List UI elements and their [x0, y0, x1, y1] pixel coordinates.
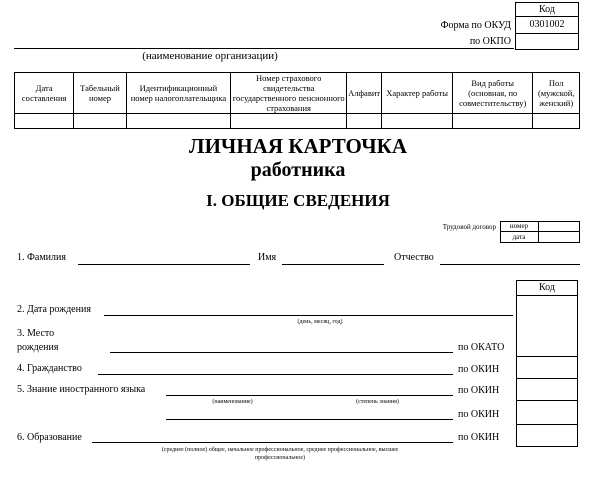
okpo-label: по ОКПО	[469, 36, 511, 47]
cell-work-kind[interactable]	[453, 114, 533, 129]
form-title: ЛИЧНАЯ КАРТОЧКА	[188, 134, 408, 158]
language-label: 5. Знание иностранного языка	[17, 384, 146, 395]
code-okato-cell[interactable]	[516, 356, 578, 357]
col-tab-number: Табельный номер	[74, 73, 126, 114]
birth-date-label: 2. Дата рождения	[17, 304, 91, 315]
cell-sex[interactable]	[533, 114, 580, 129]
col-alphabet: Алфавит	[347, 73, 382, 114]
header-kod-divider	[515, 16, 579, 17]
citizenship-field[interactable]	[98, 374, 453, 375]
code-citizenship-cell[interactable]	[516, 378, 578, 379]
cell-inn[interactable]	[126, 114, 231, 129]
col-work-kind: Вид работы (основная, по совместительству)	[453, 73, 533, 114]
code-header-label: Код	[539, 282, 555, 293]
birth-place-label-1: 3. Место	[17, 328, 55, 339]
birth-place-label-2: рождения	[17, 342, 59, 353]
contract-number-label: номер	[509, 222, 529, 230]
name-field[interactable]	[282, 264, 384, 265]
code-education-cell[interactable]	[516, 446, 578, 447]
cell-snils[interactable]	[231, 114, 347, 129]
cell-date[interactable]	[15, 114, 74, 129]
contract-number-field[interactable]	[539, 222, 579, 231]
language-field[interactable]	[166, 395, 453, 396]
education-caption-1: (среднее (полное) общее, начальное профессиональное, среднее профессиональное, высшее	[161, 447, 399, 453]
contract-box-hdivider	[500, 231, 580, 232]
header-kod-label: Код	[539, 4, 555, 15]
organization-caption: (наименование организации)	[142, 50, 278, 62]
education-label: 6. Образование	[17, 432, 82, 443]
okin-label-2: по ОКИН	[458, 385, 500, 396]
organization-name-field[interactable]	[14, 48, 514, 49]
col-snils: Номер страхового свидетельства государственного пенсионного страхования	[232, 73, 345, 113]
education-field[interactable]	[92, 442, 453, 443]
birth-date-field[interactable]	[104, 315, 513, 316]
education-caption-2: профессиональное)	[254, 455, 306, 461]
okin-label-3: по ОКИН	[458, 409, 500, 420]
surname-label: 1. Фамилия	[17, 252, 66, 263]
col-date: Дата составления	[15, 73, 74, 114]
contract-label: Трудовой договор	[442, 223, 496, 231]
okin-label-4: по ОКИН	[458, 432, 500, 443]
name-label: Имя	[258, 252, 277, 263]
codes-table	[14, 72, 580, 129]
birth-place-field[interactable]	[110, 352, 453, 353]
okin-label-1: по ОКИН	[458, 364, 500, 375]
okud-label: Форма по ОКУД	[440, 20, 511, 31]
contract-date-label: дата	[512, 233, 526, 241]
language-caption-name: (наименование)	[212, 399, 253, 405]
col-inn: Идентификационный номер налогоплательщика	[126, 73, 231, 114]
col-sex: Пол (мужской, женский)	[533, 73, 580, 114]
language-level-field[interactable]	[166, 419, 453, 420]
form-subtitle: работника	[250, 159, 346, 181]
okato-label: по ОКАТО	[458, 342, 505, 353]
citizenship-label: 4. Гражданство	[17, 363, 82, 374]
section-title: I. ОБЩИЕ СВЕДЕНИЯ	[206, 191, 390, 210]
code-language2-cell[interactable]	[516, 424, 578, 425]
okud-value: 0301002	[529, 19, 565, 30]
birth-date-caption: (день, месяц, год)	[297, 319, 343, 325]
cell-work-type[interactable]	[382, 114, 453, 129]
code-language-cell[interactable]	[516, 400, 578, 401]
cell-alphabet[interactable]	[347, 114, 382, 129]
patronymic-field[interactable]	[440, 264, 580, 265]
okud-divider	[515, 33, 579, 34]
cell-tab-number[interactable]	[74, 114, 126, 129]
patronymic-label: Отчество	[394, 252, 434, 263]
language-caption-level: (степень знания)	[356, 399, 399, 405]
surname-field[interactable]	[78, 264, 250, 265]
contract-date-field[interactable]	[539, 233, 579, 242]
col-work-type: Характер работы	[382, 73, 453, 114]
